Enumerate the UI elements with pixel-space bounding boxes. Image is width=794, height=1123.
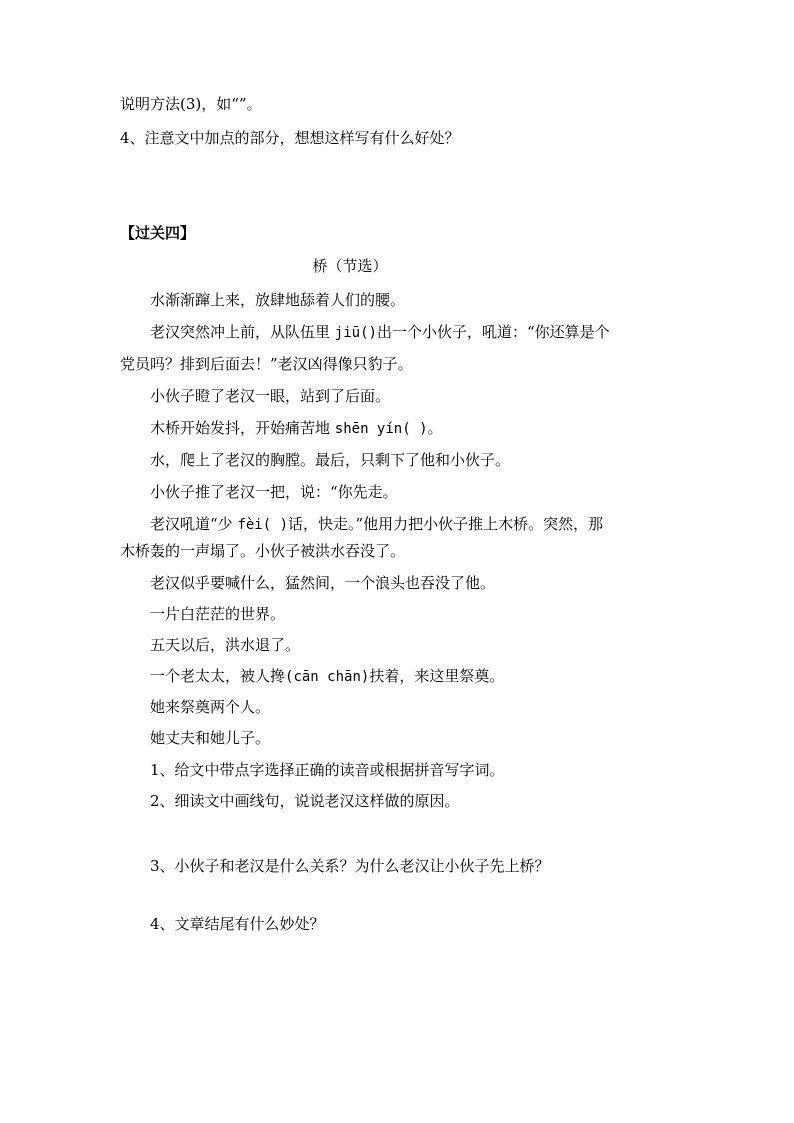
passage-paragraph-8: 老汉似乎要喊什么，猛然间，一个浪头也吞没了他。 [150, 574, 496, 592]
pinyin-blank: fèi( ) [237, 517, 289, 533]
passage-paragraph-9: 一片白茫茫的世界。 [150, 605, 286, 623]
text-segment: 老汉突然冲上前，从队伍里 [150, 323, 335, 341]
passage-paragraph-11 [150, 666, 504, 686]
question-4-top: 4、注意文中加点的部分，想想这样写有什么好处？ [120, 129, 460, 147]
question-3: 3、小伙子和老汉是什么关系？为什么老汉让小伙子先上桥？ [150, 857, 550, 875]
passage-paragraph-13: 她丈夫和她儿子。 [150, 729, 271, 747]
pinyin-blank: shēn yín( ) [334, 421, 428, 437]
passage-title: 桥（节选） [312, 257, 388, 275]
section-header: 【过关四】 [120, 224, 196, 242]
question-1: 1、给文中带点字选择正确的读音或根据拼音写字词。 [150, 761, 505, 779]
text-segment: 一个老太太，被人搀 [150, 667, 286, 685]
text-segment: 扶着，来这里祭奠。 [369, 667, 505, 685]
passage-paragraph-12: 她来祭奠两个人。 [150, 698, 271, 716]
passage-paragraph-4 [150, 418, 443, 438]
passage-paragraph-6: 小伙子推了老汉一把，说：“你先走。 [150, 483, 398, 501]
passage-paragraph-7a [150, 514, 603, 534]
text-line-method: 说明方法(3)，如“”。 [120, 95, 262, 113]
passage-paragraph-2a [150, 322, 610, 342]
passage-paragraph-5: 水，爬上了老汉的胸膛。最后，只剩下了他和小伙子。 [150, 451, 511, 469]
text-segment: 出一个小伙子，吼道：“你还算是个 [376, 323, 610, 341]
passage-paragraph-3: 小伙子瞪了老汉一眼，站到了后面。 [150, 387, 391, 405]
text-segment: 话，快走。”他用力把小伙子推上木桥。突然，那 [288, 515, 604, 533]
text-segment: 老汉吼道“少 [150, 515, 238, 533]
text-segment: 。 [427, 419, 443, 437]
question-4: 4、文章结尾有什么妙处？ [150, 915, 325, 933]
passage-paragraph-2b: 党员吗？排到后面去！”老汉凶得像只豹子。 [120, 355, 413, 373]
passage-paragraph-7b: 木桥轰的一声塌了。小伙子被洪水吞没了。 [120, 542, 406, 560]
question-2: 2、细读文中画线句，说说老汉这样做的原因。 [150, 792, 460, 810]
text-segment: 木桥开始发抖，开始痛苦地 [150, 419, 335, 437]
pinyin-options: (cān chān) [285, 669, 370, 685]
pinyin-blank: jiū() [334, 325, 377, 341]
passage-paragraph-10: 五天以后，洪水退了。 [150, 636, 301, 654]
passage-paragraph-1: 水渐渐蹿上来，放肆地舔着人们的腰。 [150, 291, 406, 309]
